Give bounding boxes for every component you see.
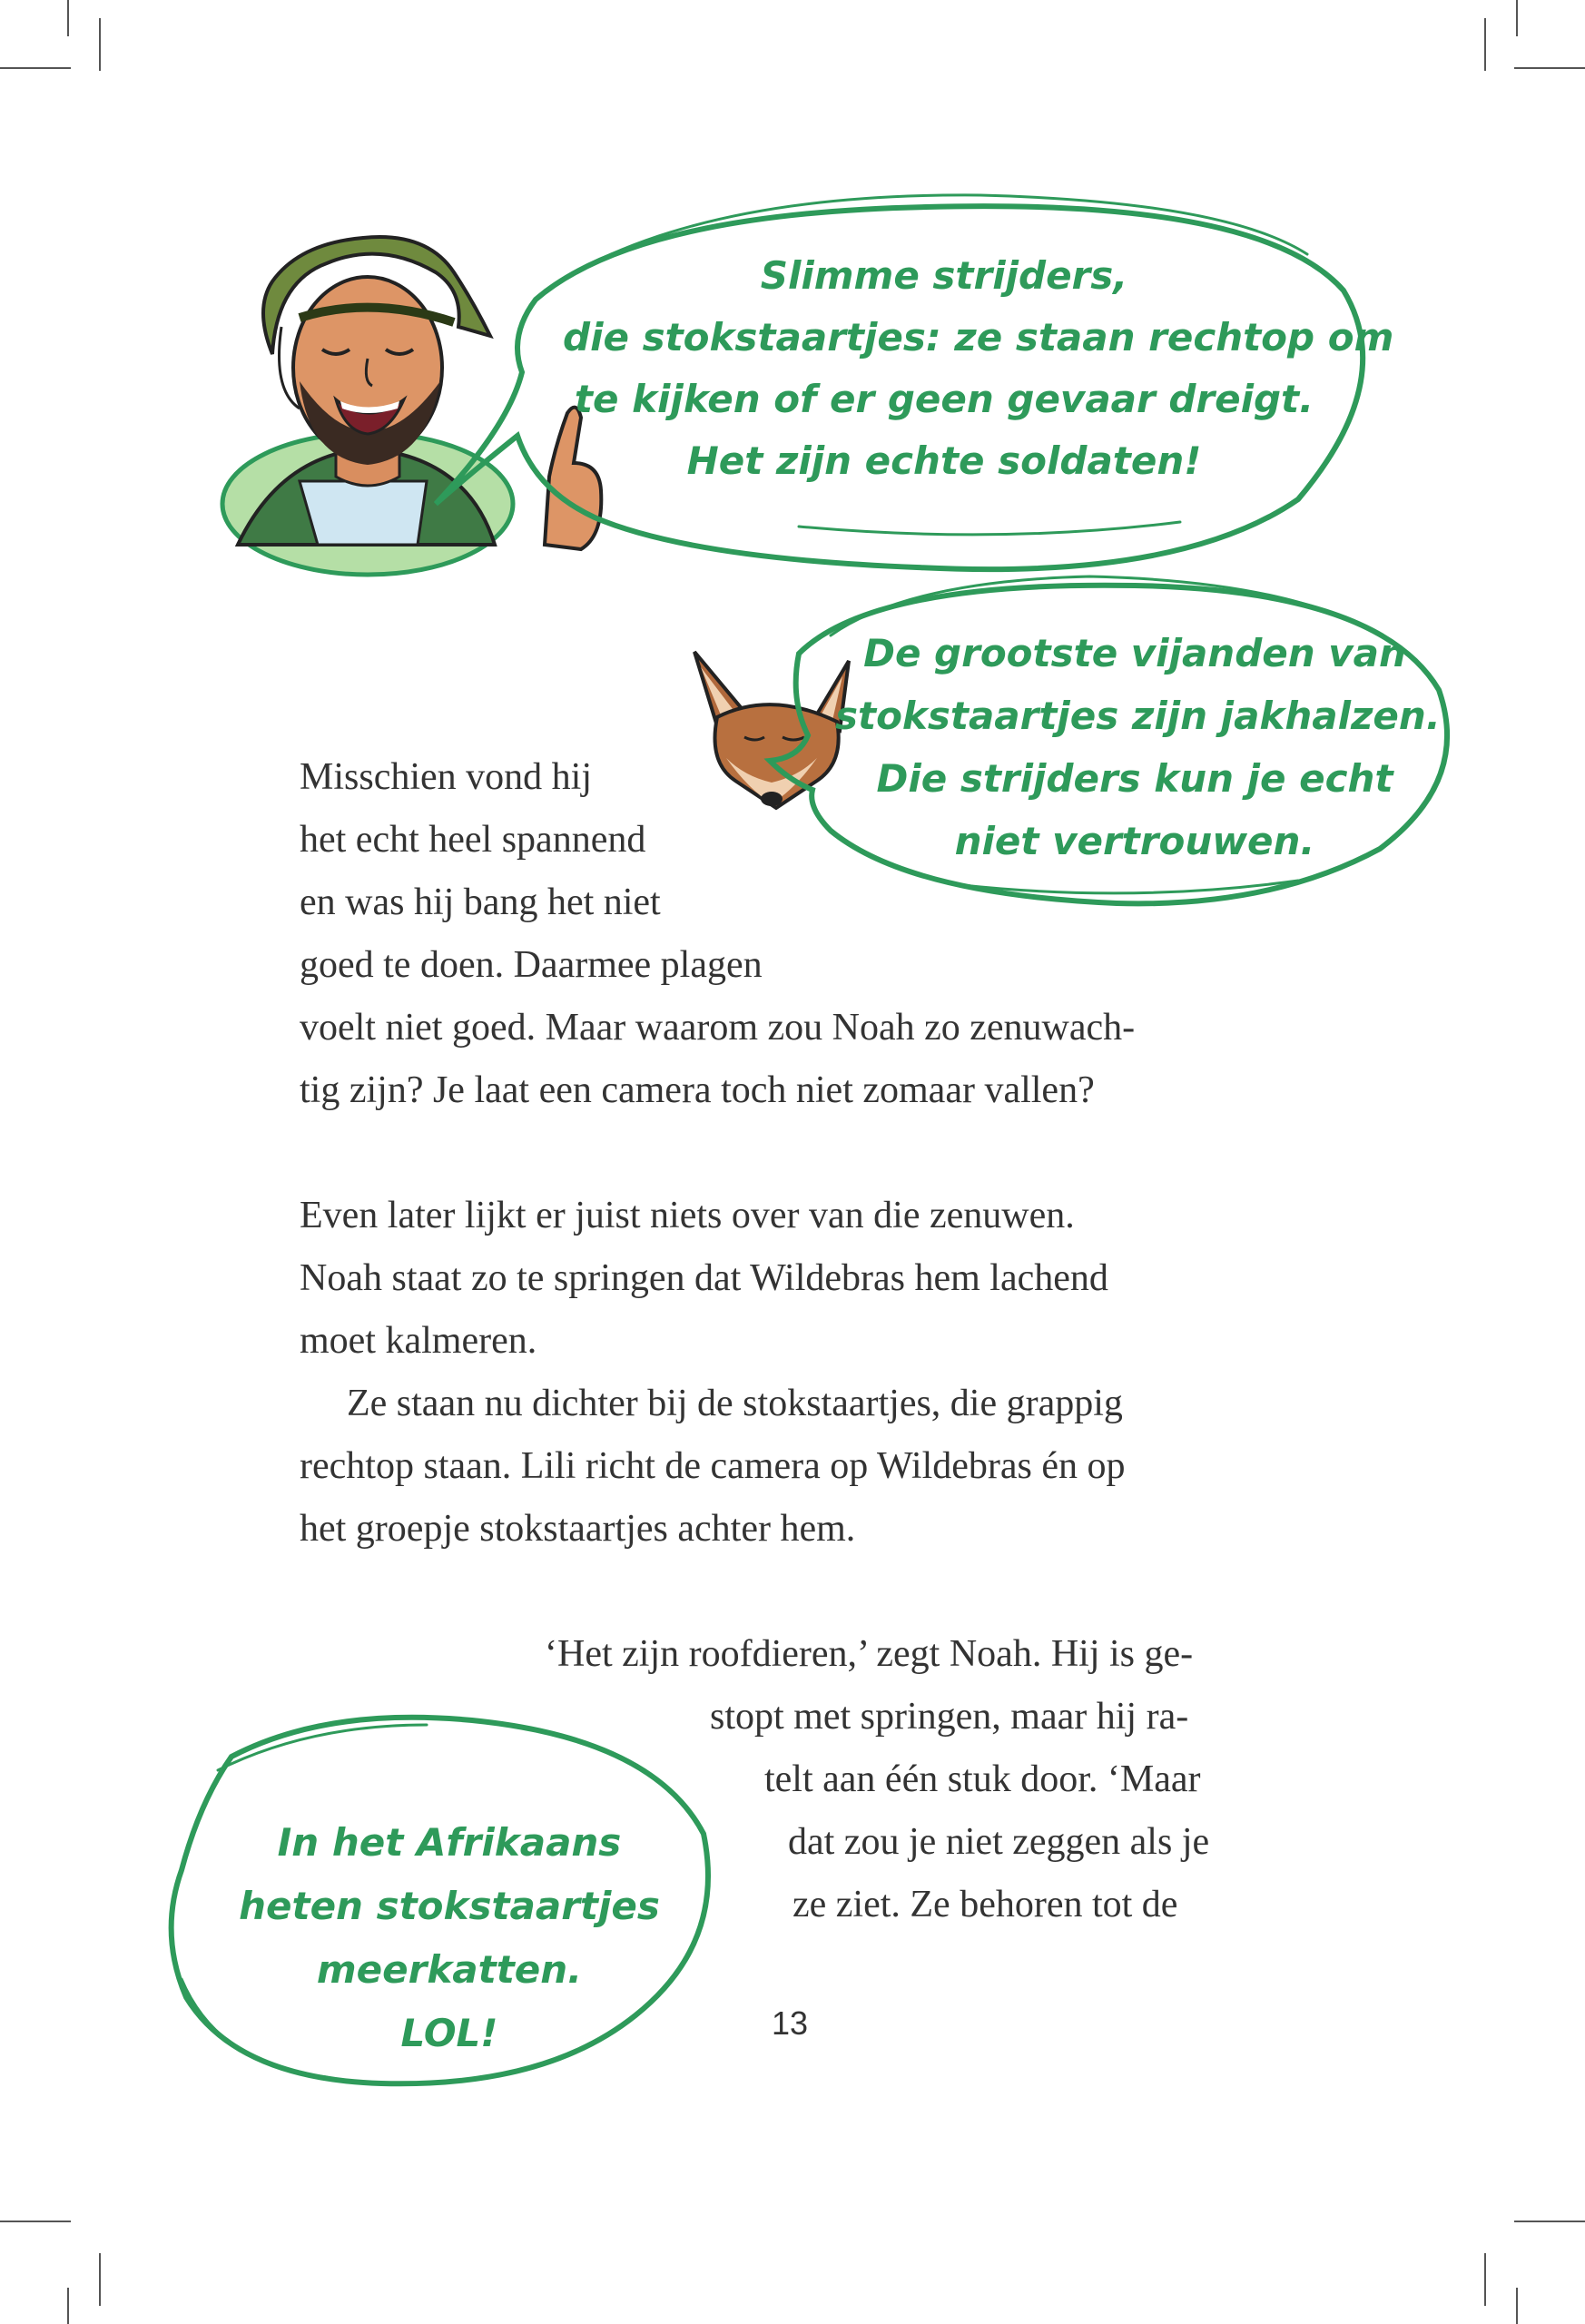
text-line: goed te doen. Daarmee plagen [300, 944, 763, 986]
ranger-character [222, 237, 601, 575]
bubble-line: niet vertrouwen. [954, 819, 1315, 863]
bubble-line: In het Afrikaans [277, 1820, 622, 1865]
bubble-line: LOL! [400, 2011, 498, 2055]
text-line: Ze staan nu dichter bij de stokstaartjes, die grappig [347, 1383, 1123, 1424]
text-line: ze ziet. Ze behoren tot de [792, 1884, 1178, 1925]
paragraph-3 [300, 1373, 1126, 1561]
bubble-line: Die strijders kun je echt [876, 756, 1393, 801]
paragraph-2 [300, 1185, 1108, 1373]
text-line: Misschien vond hij [300, 756, 592, 798]
paragraph-4 [0, 1623, 1271, 1936]
paragraph-1 [300, 746, 1135, 1122]
text-line: voelt niet goed. Maar waarom zou Noah zo zenuwach- [300, 1007, 1136, 1049]
bubble-line: meerkatten. [316, 1947, 583, 1992]
text-line: moet kalmeren. [300, 1320, 537, 1362]
bubble-line: stokstaartjes zijn jakhalzen. [835, 694, 1441, 738]
page-number: 13 [771, 2004, 809, 2042]
text-line: tig zijn? Je laat een camera toch niet zomaar vallen? [300, 1069, 1095, 1111]
ranger-bubble-text [563, 245, 1394, 492]
text-line: en was hij bang het niet [300, 881, 661, 923]
text-line: dat zou je niet zeggen als je [788, 1821, 1210, 1863]
text-line: het echt heel spannend [300, 819, 646, 861]
bubble-line: die stokstaartjes: ze staan rechtop om [563, 315, 1394, 359]
text-line: rechtop staan. Lili richt de camera op Wildebras én op [300, 1445, 1126, 1487]
bubble-line: te kijken of er geen gevaar dreigt. [574, 377, 1314, 421]
bubble-line: Slimme strijders, [760, 253, 1128, 298]
text-line: Even later lijkt er juist niets over van die zenuwen. [300, 1195, 1075, 1236]
bubble-line: Het zijn echte soldaten! [686, 438, 1202, 483]
bubble-line: heten stokstaartjes [239, 1884, 660, 1928]
text-line: stopt met springen, maar hij ra- [710, 1696, 1189, 1738]
text-line: het groepje stokstaartjes achter hem. [300, 1508, 856, 1550]
text-line: ‘Het zijn roofdieren,’ zegt Noah. Hij is ge- [545, 1633, 1194, 1675]
text-line: telt aan één stuk door. ‘Maar [764, 1758, 1201, 1800]
bubble-line: De grootste vijanden van [863, 631, 1406, 675]
text-line: Noah staat zo te springen dat Wildebras hem lachend [300, 1257, 1108, 1299]
